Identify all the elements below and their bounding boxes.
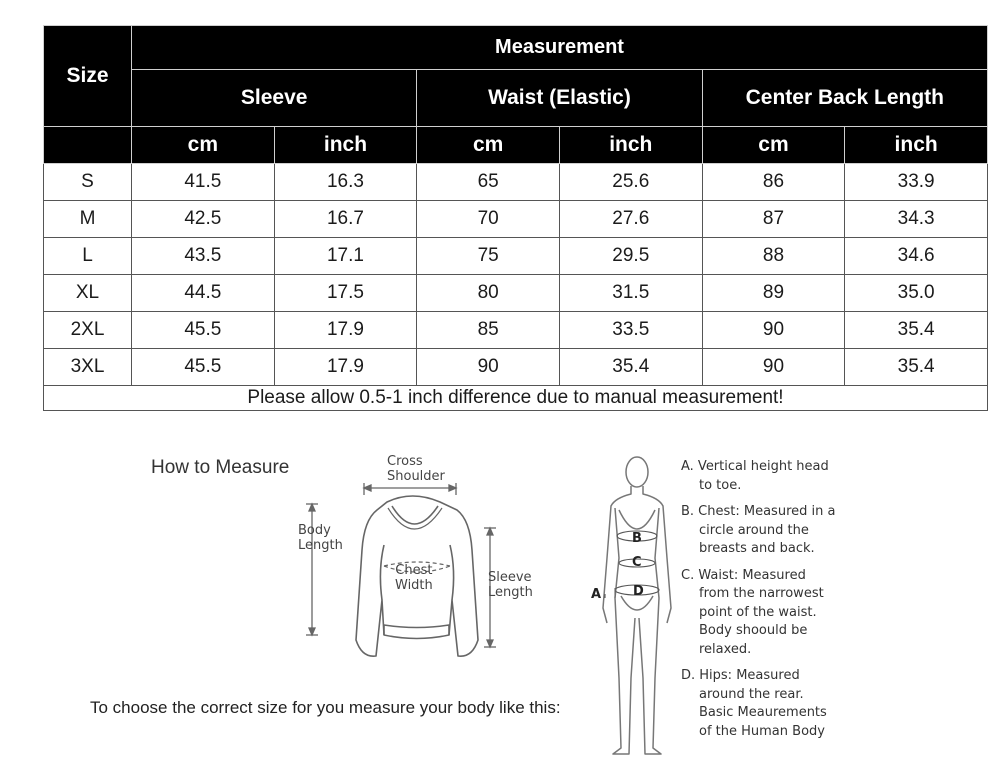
note-heading: C. Waist: Measured	[681, 567, 806, 583]
value-cell: 35.4	[559, 349, 702, 386]
value-cell: 17.1	[274, 238, 417, 275]
table-row	[44, 164, 988, 201]
value-cell: 43.5	[132, 238, 275, 275]
value-cell: 35.4	[845, 349, 988, 386]
chest-width-label	[395, 563, 433, 593]
label-line: Sleeve	[488, 570, 532, 585]
size-chart-table	[43, 25, 988, 411]
value-cell: 42.5	[132, 201, 275, 238]
note-line: Body shoould be	[699, 623, 808, 638]
measurement-note: Please allow 0.5-1 inch difference due to manual measurement!	[44, 386, 988, 411]
label-line: Cross	[387, 454, 423, 469]
marker-a: A	[591, 587, 602, 602]
value-cell: 33.9	[845, 164, 988, 201]
sleeve-length-label	[488, 570, 533, 600]
unit-header: cm	[702, 127, 845, 164]
value-cell: 90	[702, 312, 845, 349]
value-cell: 35.0	[845, 275, 988, 312]
note-line: from the narrowest	[699, 586, 824, 601]
unit-header: inch	[274, 127, 417, 164]
value-cell: 27.6	[559, 201, 702, 238]
value-cell: 89	[702, 275, 845, 312]
value-cell: 86	[702, 164, 845, 201]
value-cell: 85	[417, 312, 560, 349]
note-heading: D. Hips: Measured	[681, 668, 800, 683]
value-cell: 33.5	[559, 312, 702, 349]
value-cell: 31.5	[559, 275, 702, 312]
size-cell: 2XL	[44, 312, 132, 349]
body-measure-diagram	[585, 448, 680, 763]
value-cell: 88	[702, 238, 845, 275]
table-row	[44, 238, 988, 275]
value-cell: 29.5	[559, 238, 702, 275]
label-line: Shoulder	[387, 469, 445, 484]
value-cell: 35.4	[845, 312, 988, 349]
note-heading: A. Vertical height head	[681, 459, 829, 474]
note-line: relaxed.	[699, 641, 752, 657]
human-body-icon	[585, 448, 680, 758]
note-line: Basic Meaurements	[699, 705, 827, 720]
value-cell: 34.6	[845, 238, 988, 275]
unit-header-blank	[44, 127, 132, 164]
center-back-length-header: Center Back Length	[702, 70, 987, 127]
value-cell: 87	[702, 201, 845, 238]
value-cell: 16.3	[274, 164, 417, 201]
size-cell: M	[44, 201, 132, 238]
note-line: point of the waist.	[699, 604, 817, 620]
value-cell: 17.9	[274, 349, 417, 386]
size-cell: L	[44, 238, 132, 275]
unit-header: inch	[559, 127, 702, 164]
marker-c: C	[632, 555, 642, 570]
value-cell: 17.5	[274, 275, 417, 312]
table-row	[44, 201, 988, 238]
size-cell: 3XL	[44, 349, 132, 386]
note-line: circle around the	[699, 522, 809, 538]
value-cell: 90	[702, 349, 845, 386]
value-cell: 41.5	[132, 164, 275, 201]
table-row	[44, 275, 988, 312]
body-length-label	[298, 523, 343, 553]
value-cell: 65	[417, 164, 560, 201]
size-header: Size	[44, 26, 132, 127]
table-row	[44, 312, 988, 349]
choose-size-instruction: To choose the correct size for you measure your body like this:	[90, 698, 561, 717]
value-cell: 45.5	[132, 312, 275, 349]
measure-note-item	[681, 503, 861, 559]
size-cell: XL	[44, 275, 132, 312]
value-cell: 25.6	[559, 164, 702, 201]
value-cell: 44.5	[132, 275, 275, 312]
how-to-measure-title: How to Measure	[151, 457, 290, 478]
value-cell: 34.3	[845, 201, 988, 238]
label-line: Chest	[395, 563, 433, 578]
cross-shoulder-label	[387, 454, 445, 484]
note-line: of the Human Body	[699, 723, 825, 739]
note-line: breasts and back.	[699, 541, 815, 556]
waist-header: Waist (Elastic)	[417, 70, 702, 127]
label-line: Body	[298, 523, 331, 538]
value-cell: 80	[417, 275, 560, 312]
unit-header: cm	[417, 127, 560, 164]
marker-d: D	[633, 584, 644, 599]
value-cell: 70	[417, 201, 560, 238]
value-cell: 16.7	[274, 201, 417, 238]
measure-note-item	[681, 667, 861, 741]
unit-header: cm	[132, 127, 275, 164]
marker-b: B	[632, 531, 642, 546]
label-line: Length	[488, 585, 533, 600]
value-cell: 45.5	[132, 349, 275, 386]
value-cell: 17.9	[274, 312, 417, 349]
unit-header: inch	[845, 127, 988, 164]
measure-note-item	[681, 458, 861, 495]
value-cell: 75	[417, 238, 560, 275]
size-cell: S	[44, 164, 132, 201]
note-line: around the rear.	[699, 686, 804, 702]
note-line: to toe.	[699, 477, 742, 493]
sleeve-header: Sleeve	[132, 70, 417, 127]
measure-note-item	[681, 567, 861, 660]
note-heading: B. Chest: Measured in a	[681, 504, 836, 519]
measurement-header: Measurement	[132, 26, 988, 70]
label-line: Length	[298, 538, 343, 553]
body-measure-notes	[681, 458, 861, 749]
table-row	[44, 349, 988, 386]
value-cell: 90	[417, 349, 560, 386]
label-line: Width	[395, 578, 433, 593]
